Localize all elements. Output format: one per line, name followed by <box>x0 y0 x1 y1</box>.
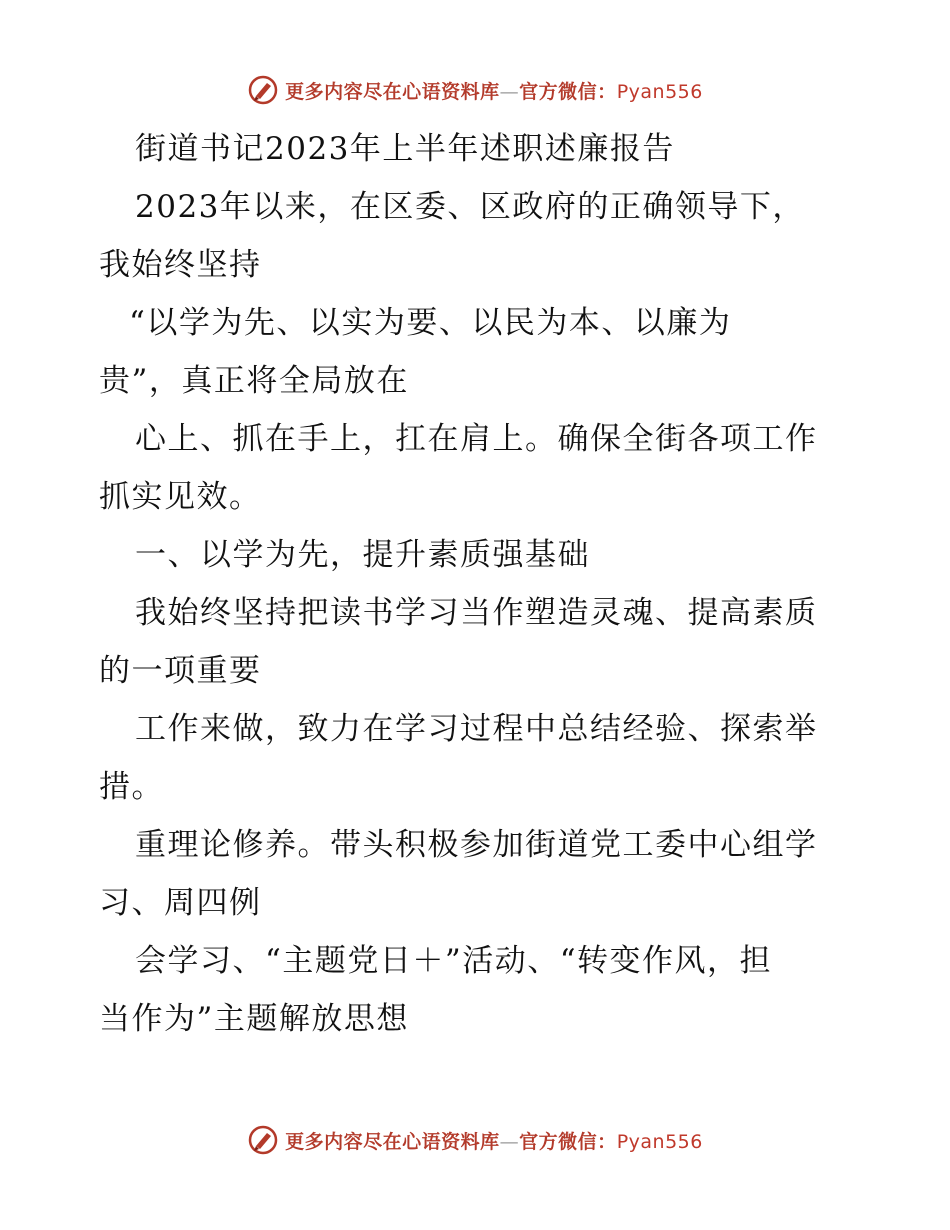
paragraph-line: 抓实见效。 <box>99 479 262 515</box>
paragraph-line: 会学习、“主题党日＋”活动、“转变作风，担 <box>135 943 773 979</box>
paragraph-line: 我始终坚持 <box>99 247 262 283</box>
paragraph-line: “以学为先、以实为要、以民为本、以廉为 <box>129 305 732 341</box>
paragraph-line: 重理论修养。带头积极参加街道党工委中心组学 <box>135 827 818 863</box>
paragraph-line: 措。 <box>99 769 164 805</box>
paragraph-line: 心上、抓在手上，扛在肩上。确保全街各项工作 <box>135 421 818 457</box>
paragraph-line: 的一项重要 <box>99 653 262 689</box>
pen-logo-icon <box>247 1124 279 1156</box>
paragraph-line: 2023年以来，在区委、区政府的正确领导下， <box>135 189 805 225</box>
paragraph-line: 贵”，真正将全局放在 <box>99 363 409 399</box>
watermark-text: 更多内容尽在心语资料库—官方微信：Pyan556 <box>285 80 703 103</box>
paragraph-line: 我始终坚持把读书学习当作塑造灵魂、提高素质 <box>135 595 818 631</box>
section-heading: 一、以学为先，提升素质强基础 <box>135 537 590 573</box>
watermark-footer <box>0 1120 950 1160</box>
paragraph-line: 工作来做，致力在学习过程中总结经验、探索举 <box>135 711 818 747</box>
paragraph-line: 习、周四例 <box>99 885 262 921</box>
paragraph-line: 当作为”主题解放思想 <box>99 1001 409 1037</box>
document-body <box>99 120 854 1048</box>
document-title: 街道书记2023年上半年述职述廉报告 <box>135 131 675 167</box>
watermark-text: 更多内容尽在心语资料库—官方微信：Pyan556 <box>285 1130 703 1153</box>
watermark-header <box>0 70 950 110</box>
pen-logo-icon <box>247 74 279 106</box>
